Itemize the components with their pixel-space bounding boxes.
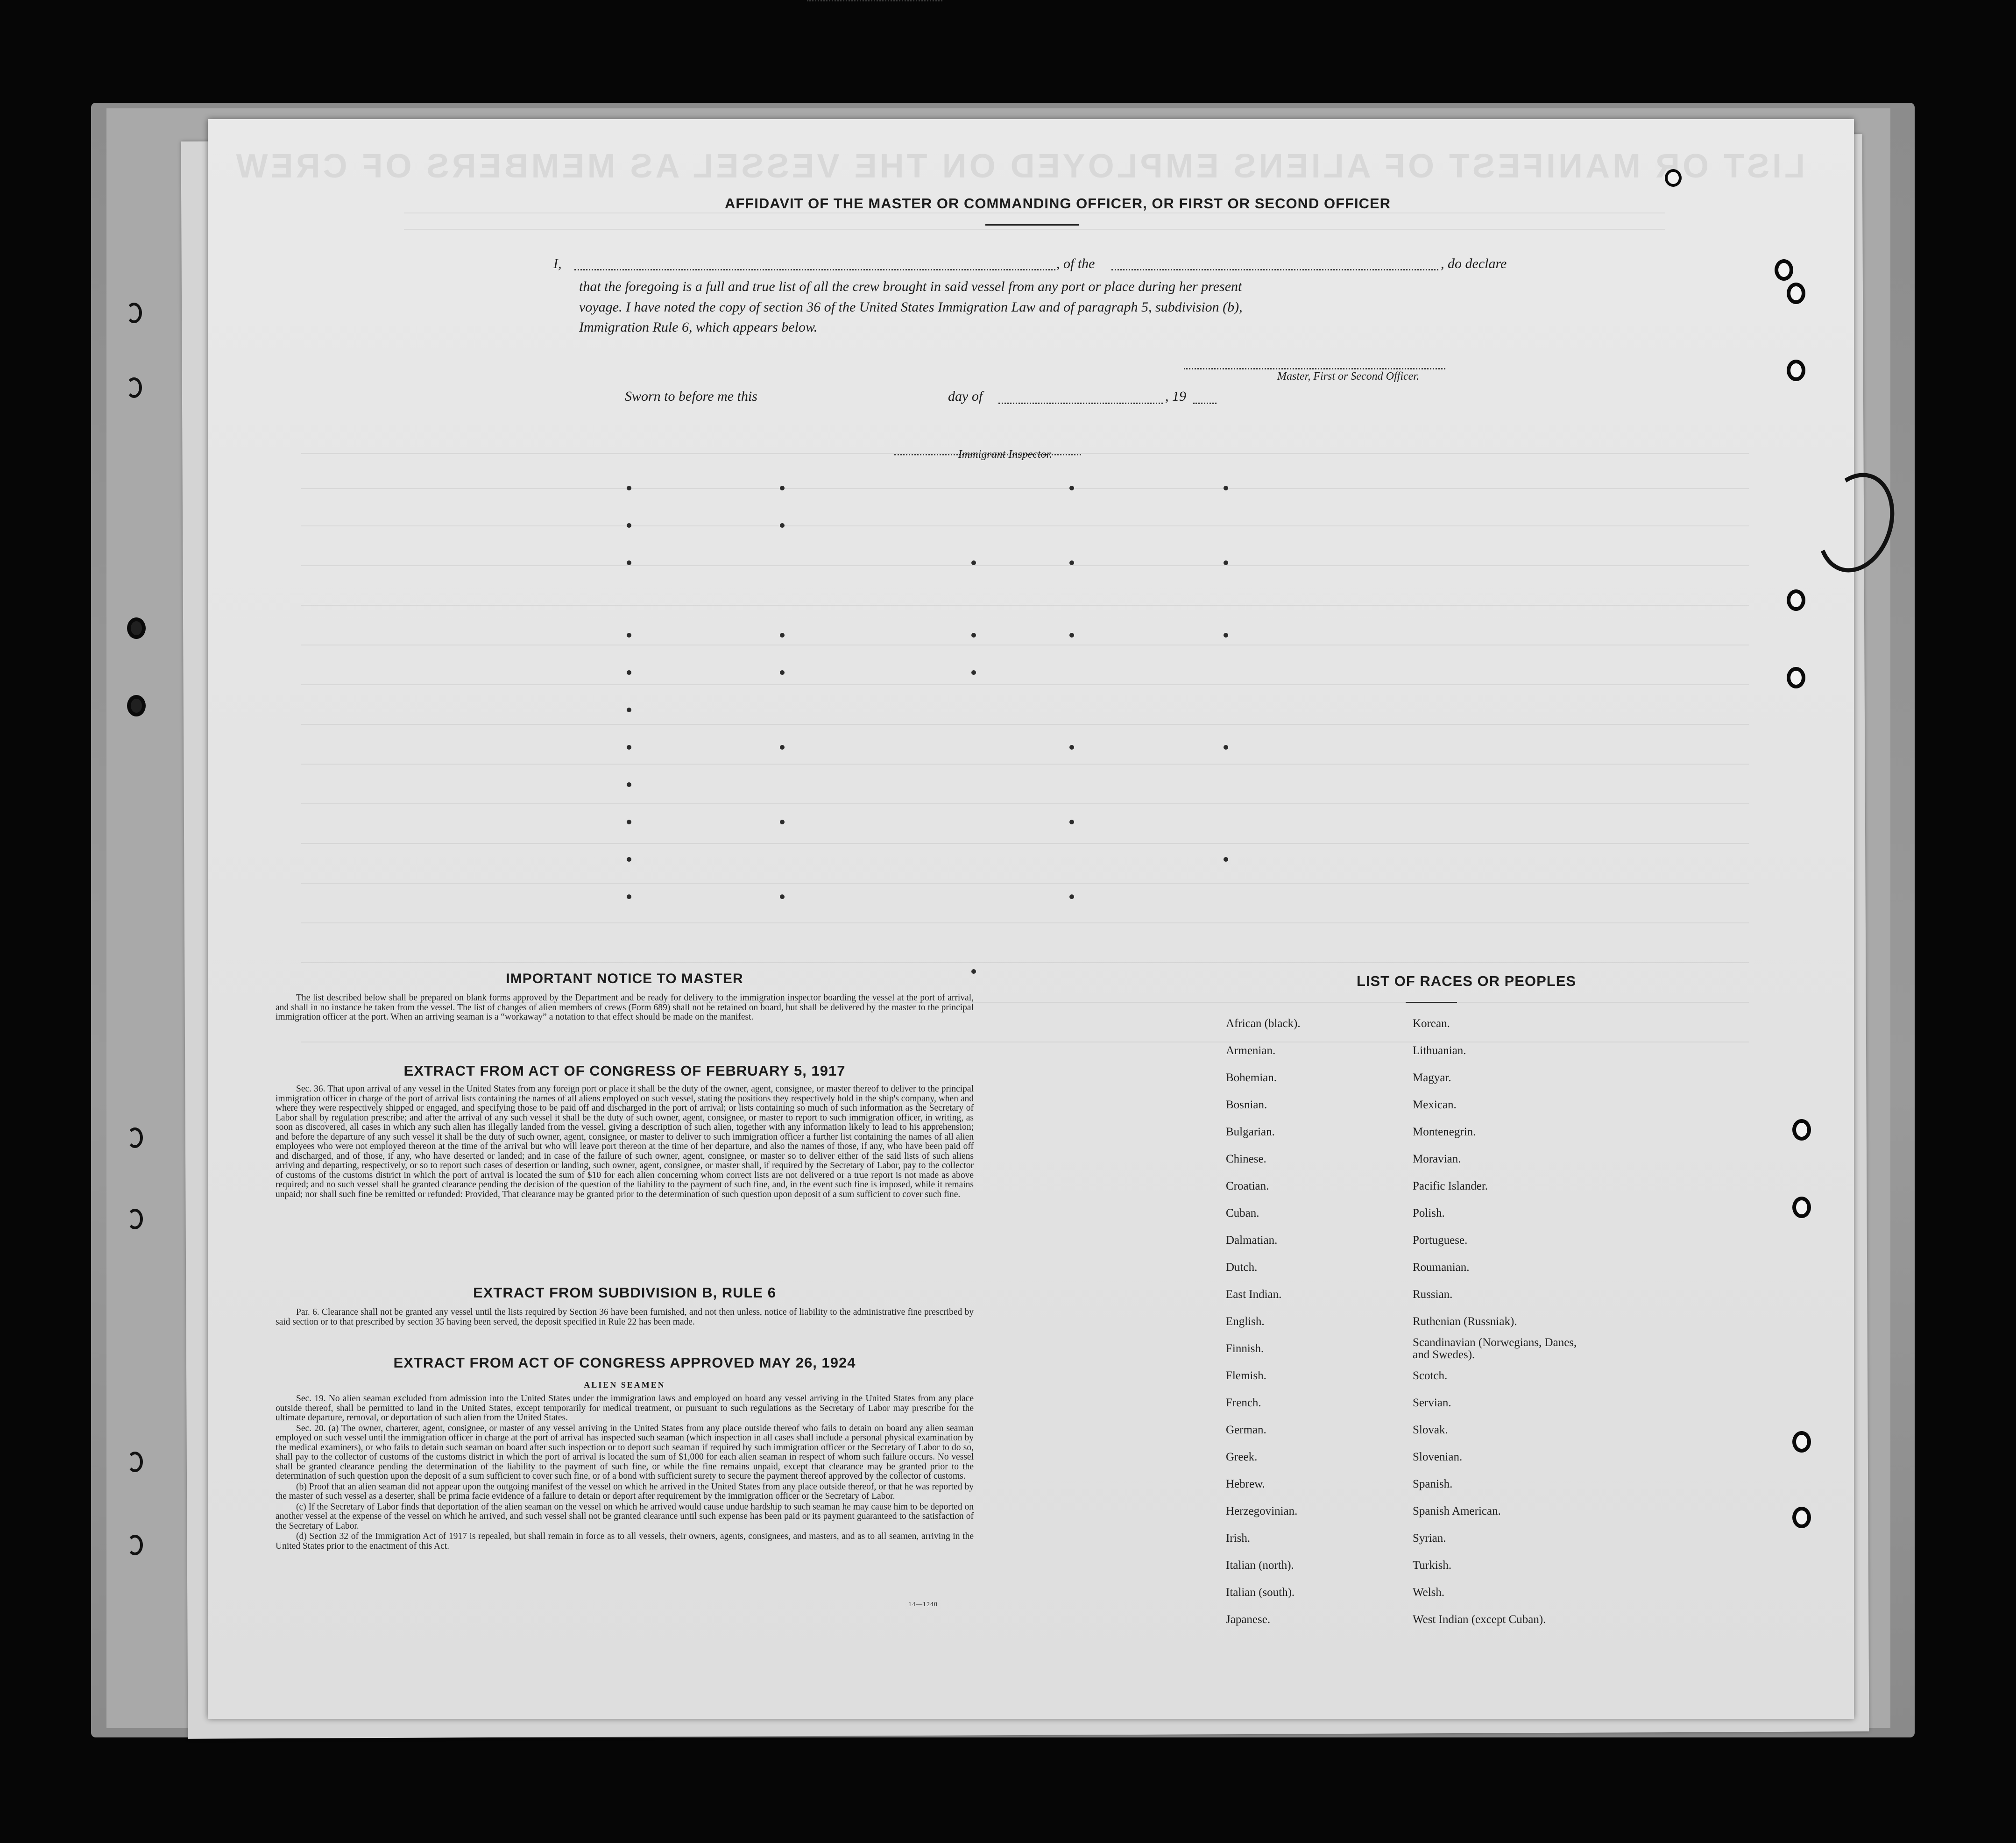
race-right: Welsh. xyxy=(1413,1586,1445,1599)
race-left: Italian (south). xyxy=(1226,1586,1295,1599)
inspector-signature-label: Immigrant Inspector. xyxy=(958,448,1053,461)
punch-hole xyxy=(1787,589,1805,611)
race-left: Bohemian. xyxy=(1226,1071,1277,1084)
punch-hole xyxy=(1665,169,1682,187)
race-right: Magyar. xyxy=(1413,1071,1451,1084)
punch-hole xyxy=(127,1452,143,1472)
punch-hole xyxy=(1775,259,1793,281)
race-right: Slovenian. xyxy=(1413,1451,1463,1463)
sworn-month-blank xyxy=(998,403,1163,404)
extract-rule6-text: Par. 6. Clearance shall not be granted any vessel until the lists required by Section 36 have been furnished, and not then unless, notice of liability to the administrative fine prescribed by said section or to that prescribed by section 35 having been served, the deposit specified in Rule 22 has been made. xyxy=(276,1307,974,1327)
master-signature-line xyxy=(1184,368,1445,369)
extract-1917-title: EXTRACT FROM ACT OF CONGRESS OF FEBRUARY 5, 1917 xyxy=(403,1063,846,1079)
race-left: Dalmatian. xyxy=(1226,1234,1278,1247)
race-left: Croatian. xyxy=(1226,1180,1269,1192)
race-left: Japanese. xyxy=(1226,1613,1271,1626)
race-right: Ruthenian (Russniak). xyxy=(1413,1315,1517,1328)
race-right: Servian. xyxy=(1413,1396,1451,1409)
extract-1924-title: EXTRACT FROM ACT OF CONGRESS APPROVED MAY 26, 1924 xyxy=(393,1354,856,1371)
form-number: 14—1240 xyxy=(908,1601,938,1608)
race-right: Slovak. xyxy=(1413,1424,1448,1436)
race-right: Montenegrin. xyxy=(1413,1126,1476,1138)
race-right: Syrian. xyxy=(1413,1532,1446,1545)
affidavit-line-4: Immigration Rule 6, which appears below. xyxy=(579,319,818,335)
year-label: , 19 xyxy=(1165,389,1186,404)
year-blank xyxy=(1193,403,1217,404)
name-blank xyxy=(574,269,1055,270)
race-left: Chinese. xyxy=(1226,1153,1266,1165)
race-right: West Indian (except Cuban). xyxy=(1413,1613,1546,1626)
race-left: German. xyxy=(1226,1424,1266,1436)
race-right: Roumanian. xyxy=(1413,1261,1470,1274)
punch-hole xyxy=(1787,667,1805,688)
race-right: Moravian. xyxy=(1413,1153,1461,1165)
punch-hole xyxy=(1792,1197,1811,1218)
race-left: Cuban. xyxy=(1226,1207,1259,1219)
alien-seamen-heading: ALIEN SEAMEN xyxy=(584,1380,665,1389)
punch-hole xyxy=(1792,1507,1811,1528)
punch-hole xyxy=(1787,360,1805,381)
races-title: LIST OF RACES OR PEOPLES xyxy=(1356,973,1577,989)
race-right: Scandinavian (Norwegians, Danes, and Swedes). xyxy=(1413,1336,1577,1361)
affidavit-line-3: voyage. I have noted the copy of section 36 of the United States Immigration Law and of paragraph 5, subdivision (b), xyxy=(579,299,1243,315)
sworn-label: Sworn to before me this xyxy=(625,389,757,404)
race-left: Bosnian. xyxy=(1226,1099,1267,1111)
race-right: Portuguese. xyxy=(1413,1234,1468,1247)
bleed-through-text: LIST OR MANIFEST OF ALIENS EMPLOYED ON THE VESSEL AS MEMBERS OF CREW xyxy=(233,148,1805,185)
race-right: Russian. xyxy=(1413,1288,1453,1301)
race-left: African (black). xyxy=(1226,1017,1301,1030)
race-left: East Indian. xyxy=(1226,1288,1282,1301)
punch-hole xyxy=(127,695,146,716)
punch-hole xyxy=(1792,1119,1811,1141)
race-left: Italian (north). xyxy=(1226,1559,1294,1572)
race-left: Finnish. xyxy=(1226,1342,1264,1355)
extract-1924-text: Sec. 19. No alien seaman excluded from admission into the United States under the immigration laws and employed on board any vessel arriving in the United States from any place outside thereof, shall be permitted to land in the United States, except temporarily for medical treatment, or pursuant to such regulations as the Secretary of Labor may prescribe for the ultimate departure, removal, or deportation of such alien from the United States. Sec. 20. (a) The owner, charterer, agent, consignee, or master of any vessel arriving in the United States from any place outside thereof who fails to detain on board any alien seaman employed on such vessel until the immigration officer in charge at the port of arrival has inspected such seaman (which inspection in all cases shall include a personal physical examination by the medical examiners), or who fails to detain such seaman on board after such inspection or to deport such seaman if required by such immigration officer or the Secretary of Labor to do so, shall pay to the collector of customs of the customs district in which the port of arrival is located the sum of $1,000 for each alien seaman in respect of whom such failure occurs. No vessel shall be granted clearance pending the determination of the liability to the payment of such fine, or while the fine remains unpaid, except that clearance may be granted prior to the determination of such question upon the deposit of a sum sufficient to cover such fine, or of a bond with sufficient surety to secure the payment thereof approved by the collector of customs. (b) Proof that an alien seaman did not appear upon the outgoing manifest of the vessel on which he arrived in the United States from any place outside thereof, or that he was reported by the master of such vessel as a deserter, shall be prima facie evidence of a failure to detain or deport after requirement by the immigration officer or the Secretary of Labor. (c) If the Secretary of Labor finds that deportation of the alien seaman on the vessel on which he arrived would cause undue hardship to such seaman he may cause him to be deported on another vessel at the expense of the vessel on which he arrived, and such vessel shall not be granted clearance until such expense has been paid or its payment guaranteed to the satisfaction of the Secretary of Labor. (d) Section 32 of the Immigration Act of 1917 is repealed, but shall remain in force as to all vessels, their owners, agents, consignees, and masters, and as to all seamen, arriving in the United States prior to the enactment of this Act. xyxy=(276,1394,974,1551)
race-right: Lithuanian. xyxy=(1413,1044,1466,1057)
races-underline xyxy=(1406,1002,1457,1003)
affidavit-line-2: that the foregoing is a full and true list of all the crew brought in said vessel from any port or place during her present xyxy=(579,279,1242,294)
extract-rule6-title: EXTRACT FROM SUBDIVISION B, RULE 6 xyxy=(473,1284,776,1301)
race-left: English. xyxy=(1226,1315,1265,1328)
punch-hole xyxy=(126,303,142,323)
punch-hole xyxy=(127,1209,143,1229)
affidavit-i: I, xyxy=(553,256,562,271)
title-underline xyxy=(985,224,1079,226)
day-of-label: day of xyxy=(948,389,983,404)
race-left: French. xyxy=(1226,1396,1261,1409)
race-right: Spanish. xyxy=(1413,1478,1453,1490)
sworn-day-blank xyxy=(807,0,942,1)
punch-hole xyxy=(126,377,142,398)
notice-title: IMPORTANT NOTICE TO MASTER xyxy=(506,971,743,986)
race-right: Mexican. xyxy=(1413,1099,1457,1111)
race-right: Scotch. xyxy=(1413,1369,1448,1382)
notice-text: The list described below shall be prepared on blank forms approved by the Department and be ready for delivery to the immigration inspector boarding the vessel at the port of arrival, and shall in no instance be taken from the vessel. The list of changes of alien members of crews (Form 689) shall not be retained on board, but shall be delivered by the master to the principal immigration officer at the port. When an arriving seaman is a “workaway” a notation to that effect should be made on the manifest. xyxy=(276,993,974,1022)
extract-1917-text: Sec. 36. That upon arrival of any vessel in the United States from any foreign port or place it shall be the duty of the owner, agent, consignee, or master thereof to deliver to the principal immigration officer in charge of the port of arrival lists containing the names of all aliens employed on such vessel, stating the positions they respectively hold in the ship's company, when and where they were respectively shipped or engaged, and specifying those to be paid off and discharged in the port of arrival; or lists containing so much of such information as the Secretary of Labor shall by regulation prescribe; and after the arrival of any such vessel it shall be the duty of such owner, agent, consignee, or master to report to such immigration officer, in writing, as soon as discovered, all cases in which any such alien has illegally landed from the vessel, giving a description of such alien, together with any information likely to lead to his apprehension; and before the departure of any such vessel it shall be the duty of such owner, agent, consignee, or master to deliver to such immigration officer a further list containing the names of all alien employees who were not employed thereon at the time of the arrival but who will leave port thereon at the time of her departure, and also the names of those, if any, who have been paid off and discharged, and of those, if any, who have deserted or landed; and in case of the failure of such owner, agent, consignee, or master so to deliver either of the said lists of such aliens arriving and departing, respectively, or so to report such cases of desertion or landing, such owner, agent, consignee, or master shall, if required by the Secretary of Labor, pay to the collector of customs of the customs district in which the port of arrival is located the sum of $10 for each alien concerning whom correct lists are not delivered or a true report is not made as above required; and no such vessel shall be granted clearance pending the decision of the question of the liability to the payment of such fine, and, in the event such fine is imposed, while it remains unpaid; nor shall such fine be remitted or refunded: Provided, That clearance may be granted prior to the determination of such question upon deposit of a sum sufficient to cover such fine. xyxy=(276,1084,974,1199)
race-left: Irish. xyxy=(1226,1532,1251,1545)
vessel-blank xyxy=(1111,269,1438,270)
race-left: Hebrew. xyxy=(1226,1478,1265,1490)
master-signature-label: Master, First or Second Officer. xyxy=(1277,370,1419,383)
punch-hole xyxy=(127,1535,143,1555)
race-right: Spanish American. xyxy=(1413,1505,1501,1517)
affidavit-of-the: , of the xyxy=(1056,256,1095,271)
race-right: Korean. xyxy=(1413,1017,1450,1030)
race-right: Polish. xyxy=(1413,1207,1445,1219)
affidavit-declare: , do declare xyxy=(1441,256,1507,271)
race-right: Turkish. xyxy=(1413,1559,1452,1572)
race-left: Greek. xyxy=(1226,1451,1258,1463)
race-left: Herzegovinian. xyxy=(1226,1505,1298,1517)
race-left: Flemish. xyxy=(1226,1369,1266,1382)
punch-hole xyxy=(127,1127,143,1148)
race-left: Dutch. xyxy=(1226,1261,1258,1274)
punch-hole xyxy=(127,617,146,639)
race-left: Bulgarian. xyxy=(1226,1126,1275,1138)
race-right: Pacific Islander. xyxy=(1413,1180,1488,1192)
punch-hole xyxy=(1792,1431,1811,1453)
punch-hole xyxy=(1787,283,1805,304)
affidavit-title: AFFIDAVIT OF THE MASTER OR COMMANDING OFFICER, OR FIRST OR SECOND OFFICER xyxy=(724,195,1391,212)
race-left: Armenian. xyxy=(1226,1044,1276,1057)
